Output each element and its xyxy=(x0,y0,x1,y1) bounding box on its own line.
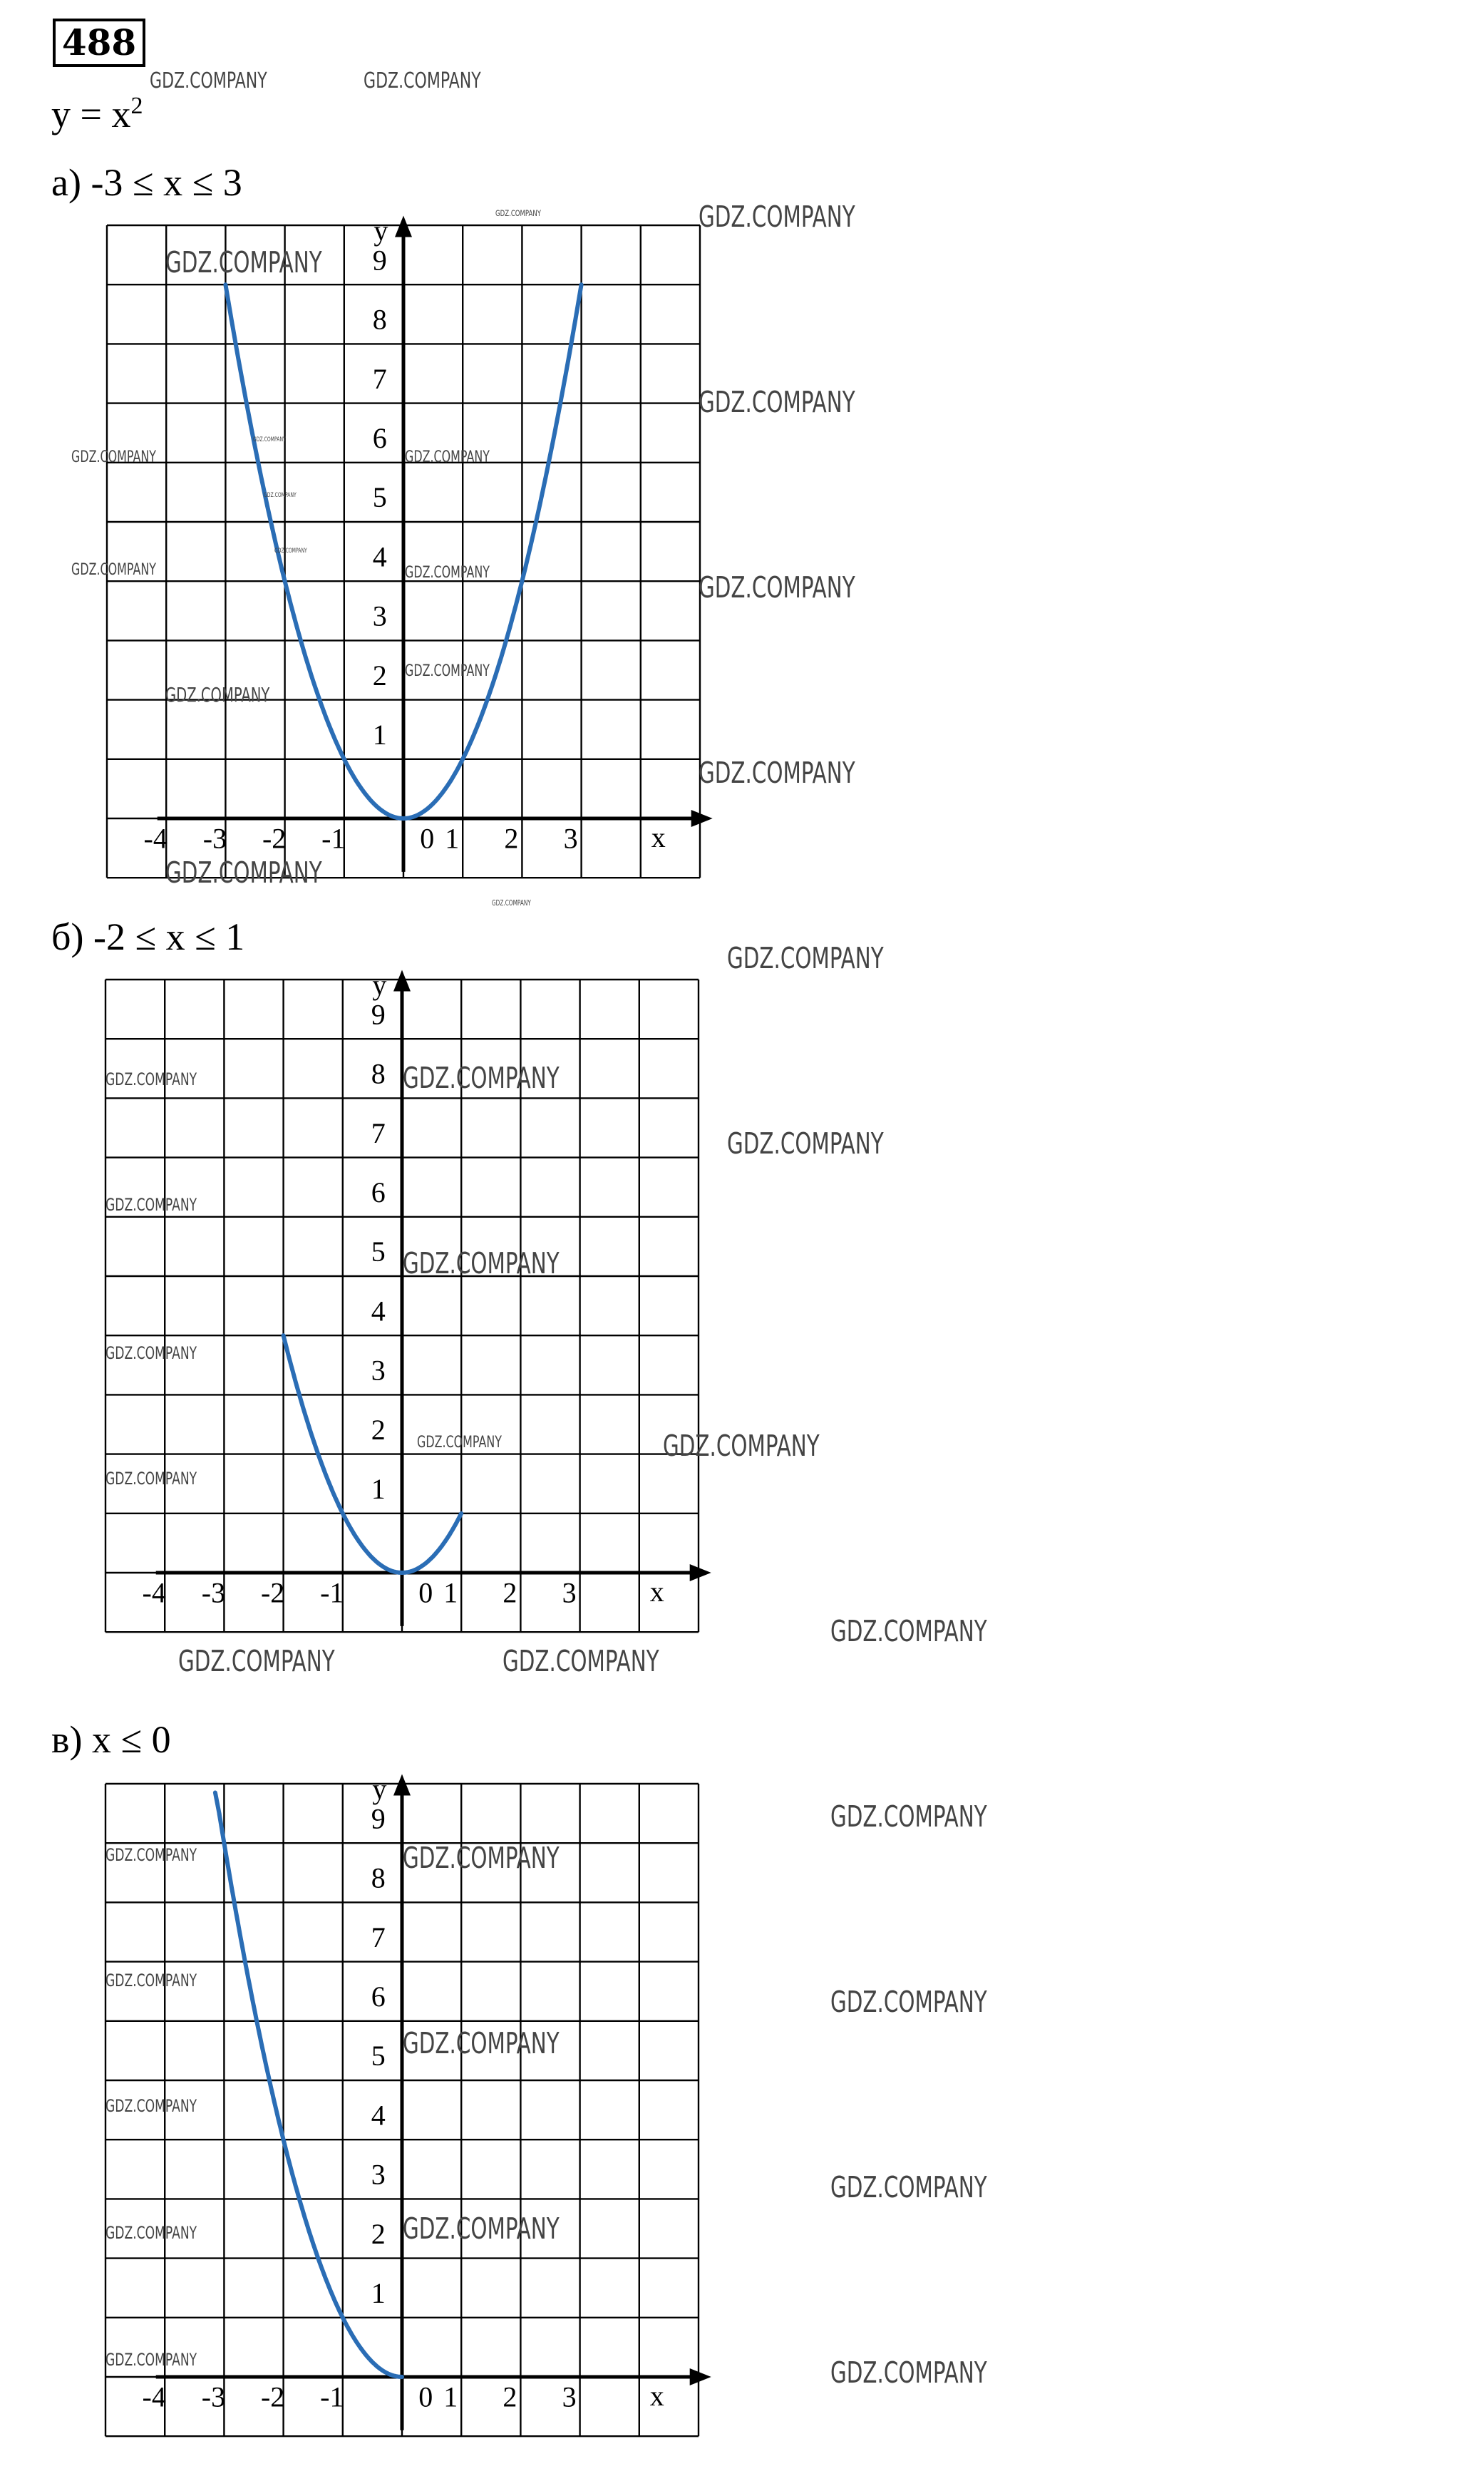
watermark: GDZ.COMPANY xyxy=(405,563,490,582)
y-tick-label: 3 xyxy=(372,600,387,632)
watermark: GDZ.COMPANY xyxy=(492,900,531,908)
y-tick-label: 2 xyxy=(371,1413,386,1446)
watermark: GDZ.COMPANY xyxy=(699,200,855,234)
watermark: GDZ.COMPANY xyxy=(105,2223,197,2243)
watermark: GDZ.COMPANY xyxy=(105,1469,197,1489)
watermark: GDZ.COMPANY xyxy=(699,756,855,790)
watermark: GDZ.COMPANY xyxy=(105,1069,197,1089)
x-tick-label: 1 xyxy=(445,822,460,855)
watermark: GDZ.COMPANY xyxy=(417,1433,502,1452)
y-tick-label: 3 xyxy=(371,1354,386,1387)
y-tick-label: 9 xyxy=(371,998,386,1031)
x-tick-label: -3 xyxy=(201,2380,226,2413)
x-tick-label: 0 xyxy=(418,2380,433,2413)
watermark: GDZ.COMPANY xyxy=(71,448,156,466)
x-axis-label: x xyxy=(649,1575,664,1608)
x-tick-label: 2 xyxy=(503,1576,517,1609)
watermark: GDZ.COMPANY xyxy=(253,436,286,443)
x-tick-label: 3 xyxy=(562,1576,577,1609)
y-axis-arrow xyxy=(393,1774,411,1795)
x-tick-label: 3 xyxy=(563,822,578,855)
problem-number: 488 xyxy=(53,19,145,67)
watermark: GDZ.COMPANY xyxy=(830,1799,987,1834)
y-tick-label: 8 xyxy=(372,303,387,336)
watermark: GDZ.COMPANY xyxy=(403,1061,560,1095)
watermark: GDZ.COMPANY xyxy=(165,245,322,279)
x-tick-label: -2 xyxy=(262,822,287,855)
y-tick-label: 8 xyxy=(371,1057,386,1090)
x-axis-arrow xyxy=(690,2368,711,2385)
y-axis-label: y xyxy=(373,214,388,247)
watermark: GDZ.COMPANY xyxy=(105,2350,197,2370)
x-tick-label: 3 xyxy=(562,2380,577,2413)
x-tick-label: -2 xyxy=(260,2380,285,2413)
watermark: GDZ.COMPANY xyxy=(105,1845,197,1865)
watermark: GDZ.COMPANY xyxy=(699,385,855,419)
watermark: GDZ.COMPANY xyxy=(105,1343,197,1363)
y-axis-label: y xyxy=(372,1772,387,1805)
y-tick-label: 2 xyxy=(372,659,387,692)
y-axis-label: y xyxy=(372,968,387,1001)
x-tick-label: -2 xyxy=(260,1576,285,1609)
y-tick-label: 5 xyxy=(372,481,387,514)
x-tick-label: 1 xyxy=(443,2380,458,2413)
y-tick-label: 5 xyxy=(371,2040,386,2072)
watermark: GDZ.COMPANY xyxy=(403,1246,560,1280)
part-a-label: а) -3 ≤ x ≤ 3 xyxy=(51,161,242,204)
watermark: GDZ.COMPANY xyxy=(830,2170,987,2204)
function-exponent: 2 xyxy=(130,93,143,119)
y-tick-label: 4 xyxy=(372,540,387,573)
x-tick-label: 1 xyxy=(443,1576,458,1609)
x-tick-label: 0 xyxy=(420,822,435,855)
x-tick-label: 2 xyxy=(504,822,519,855)
y-tick-label: 7 xyxy=(372,362,387,395)
y-tick-label: 7 xyxy=(371,1921,386,1953)
function-base: y = x xyxy=(51,93,131,135)
y-tick-label: 1 xyxy=(371,1473,386,1505)
watermark: GDZ.COMPANY xyxy=(503,1644,659,1678)
watermark: GDZ.COMPANY xyxy=(663,1429,820,1463)
y-tick-label: 4 xyxy=(371,1295,386,1327)
watermark: GDZ.COMPANY xyxy=(264,492,297,499)
watermark: GDZ.COMPANY xyxy=(165,684,270,707)
watermark: GDZ.COMPANY xyxy=(699,570,855,605)
y-tick-label: 1 xyxy=(371,2277,386,2309)
part-b-label: б) -2 ≤ x ≤ 1 xyxy=(51,915,245,958)
part-c-label: в) x ≤ 0 xyxy=(51,1718,171,1761)
x-tick-label: -3 xyxy=(202,822,227,855)
watermark: GDZ.COMPANY xyxy=(364,68,481,93)
watermark: GDZ.COMPANY xyxy=(71,560,156,579)
y-tick-label: 7 xyxy=(371,1116,386,1149)
watermark: GDZ.COMPANY xyxy=(105,2096,197,2116)
watermark: GDZ.COMPANY xyxy=(830,1614,987,1648)
x-tick-label: 2 xyxy=(503,2380,517,2413)
y-tick-label: 6 xyxy=(371,1176,386,1208)
x-tick-label: -3 xyxy=(201,1576,226,1609)
watermark: GDZ.COMPANY xyxy=(403,2026,560,2060)
watermark: GDZ.COMPANY xyxy=(405,662,490,680)
x-tick-label: -1 xyxy=(320,2380,344,2413)
x-tick-label: -4 xyxy=(143,822,168,855)
watermark: GDZ.COMPANY xyxy=(405,448,490,466)
y-tick-label: 3 xyxy=(371,2158,386,2191)
watermark: GDZ.COMPANY xyxy=(150,68,267,93)
y-tick-label: 5 xyxy=(371,1236,386,1268)
y-tick-label: 8 xyxy=(371,1861,386,1894)
watermark: GDZ.COMPANY xyxy=(105,1971,197,1990)
watermark: GDZ.COMPANY xyxy=(165,856,322,890)
curve-end-hook xyxy=(215,1792,220,1814)
y-tick-label: 6 xyxy=(371,1981,386,2013)
x-axis-label: x xyxy=(649,2379,664,2412)
x-tick-label: -1 xyxy=(321,822,346,855)
watermark: GDZ.COMPANY xyxy=(105,1195,197,1215)
x-tick-label: 0 xyxy=(418,1576,433,1609)
watermark: GDZ.COMPANY xyxy=(495,208,542,218)
x-tick-label: -4 xyxy=(142,2380,166,2413)
y-tick-label: 1 xyxy=(372,719,387,751)
x-axis-label: x xyxy=(651,821,666,853)
x-tick-label: -4 xyxy=(142,1576,166,1609)
watermark: GDZ.COMPANY xyxy=(403,1841,560,1875)
watermark: GDZ.COMPANY xyxy=(727,941,884,975)
watermark: GDZ.COMPANY xyxy=(274,548,307,555)
watermark: GDZ.COMPANY xyxy=(403,2211,560,2246)
y-tick-label: 6 xyxy=(372,422,387,454)
y-tick-label: 9 xyxy=(372,244,387,277)
watermark: GDZ.COMPANY xyxy=(178,1644,335,1678)
x-tick-label: -1 xyxy=(320,1576,344,1609)
y-tick-label: 9 xyxy=(371,1802,386,1835)
y-tick-label: 2 xyxy=(371,2217,386,2250)
watermark: GDZ.COMPANY xyxy=(727,1126,884,1161)
watermark: GDZ.COMPANY xyxy=(830,2356,987,2390)
y-tick-label: 4 xyxy=(371,2099,386,2132)
watermark: GDZ.COMPANY xyxy=(830,1985,987,2019)
